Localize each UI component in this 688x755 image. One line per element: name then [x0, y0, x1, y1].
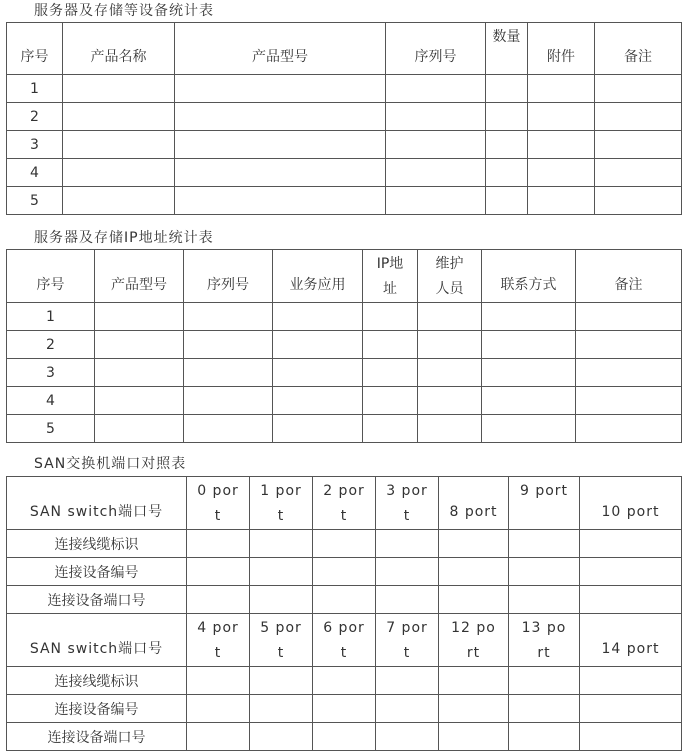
- data-cell: [386, 159, 486, 187]
- header-cell: 联系方式: [482, 250, 576, 303]
- table2-title: 服务器及存储IP地址统计表: [34, 230, 214, 246]
- header-cell: 备注: [576, 250, 682, 303]
- san-port-mapping-table: [6, 476, 682, 751]
- data-cell: [482, 331, 576, 359]
- data-cell: [509, 558, 580, 586]
- table-row: [7, 359, 682, 387]
- data-cell: [576, 387, 682, 415]
- row-number: 1: [7, 75, 63, 103]
- device-inventory-table: [6, 22, 682, 215]
- data-cell: [63, 187, 175, 215]
- port-header: 14 port: [580, 614, 682, 667]
- data-cell: [576, 415, 682, 443]
- port-header: 0 port: [187, 477, 250, 530]
- data-cell: [482, 415, 576, 443]
- switch-port-header-row: [7, 477, 682, 530]
- data-cell: [376, 695, 439, 723]
- data-cell: [580, 667, 682, 695]
- data-cell: [418, 359, 482, 387]
- ip-address-table: [6, 249, 682, 443]
- data-cell: [95, 331, 184, 359]
- data-cell: [250, 723, 313, 751]
- header-cell: 序号: [7, 250, 95, 303]
- data-cell: [175, 159, 386, 187]
- data-cell: [63, 103, 175, 131]
- data-cell: [439, 695, 509, 723]
- data-cell: [482, 359, 576, 387]
- data-cell: [250, 667, 313, 695]
- switch-port-label: SAN switch端口号: [7, 614, 187, 667]
- data-cell: [184, 303, 273, 331]
- row-number: 4: [7, 387, 95, 415]
- data-cell: [576, 359, 682, 387]
- data-cell: [509, 586, 580, 614]
- data-cell: [250, 530, 313, 558]
- header-cell: IP地址: [363, 250, 418, 303]
- data-cell: [509, 530, 580, 558]
- header-cell: 产品型号: [175, 23, 386, 75]
- data-cell: [187, 586, 250, 614]
- row-number: 2: [7, 103, 63, 131]
- data-cell: [595, 75, 682, 103]
- table-header-row: [7, 23, 682, 75]
- switch-port-header-row: [7, 614, 682, 667]
- header-cell: 数量: [486, 23, 528, 75]
- data-cell: [528, 75, 595, 103]
- table-row: [7, 695, 682, 723]
- data-cell: [273, 303, 363, 331]
- header-cell: 产品型号: [95, 250, 184, 303]
- data-cell: [187, 558, 250, 586]
- data-cell: [184, 359, 273, 387]
- data-cell: [363, 303, 418, 331]
- data-cell: [95, 387, 184, 415]
- data-cell: [439, 586, 509, 614]
- table-row: [7, 415, 682, 443]
- port-header: 9 port: [509, 477, 580, 530]
- data-cell: [175, 75, 386, 103]
- data-cell: [250, 586, 313, 614]
- data-cell: [528, 159, 595, 187]
- row-label: 连接设备端口号: [7, 723, 187, 751]
- data-cell: [576, 303, 682, 331]
- port-header: 8 port: [439, 477, 509, 530]
- data-cell: [595, 131, 682, 159]
- port-header: 2 port: [313, 477, 376, 530]
- table-row: [7, 387, 682, 415]
- table-row: [7, 667, 682, 695]
- data-cell: [580, 723, 682, 751]
- header-cell: 维护人员: [418, 250, 482, 303]
- header-cell: 备注: [595, 23, 682, 75]
- data-cell: [184, 415, 273, 443]
- port-header: 1 port: [250, 477, 313, 530]
- data-cell: [439, 667, 509, 695]
- data-cell: [528, 103, 595, 131]
- table-row: [7, 159, 682, 187]
- data-cell: [580, 586, 682, 614]
- data-cell: [313, 530, 376, 558]
- data-cell: [175, 131, 386, 159]
- port-header: 6 port: [313, 614, 376, 667]
- data-cell: [250, 695, 313, 723]
- data-cell: [509, 695, 580, 723]
- data-cell: [363, 359, 418, 387]
- data-cell: [580, 695, 682, 723]
- data-cell: [486, 103, 528, 131]
- data-cell: [486, 159, 528, 187]
- data-cell: [313, 695, 376, 723]
- data-cell: [273, 387, 363, 415]
- data-cell: [418, 331, 482, 359]
- data-cell: [439, 558, 509, 586]
- data-cell: [273, 359, 363, 387]
- row-number: 5: [7, 415, 95, 443]
- data-cell: [313, 723, 376, 751]
- port-header: 4 port: [187, 614, 250, 667]
- header-cell: 附件: [528, 23, 595, 75]
- port-header: 3 port: [376, 477, 439, 530]
- table-row: [7, 75, 682, 103]
- row-label: 连接设备编号: [7, 695, 187, 723]
- data-cell: [486, 131, 528, 159]
- table-row: [7, 558, 682, 586]
- data-cell: [528, 187, 595, 215]
- table-row: [7, 586, 682, 614]
- data-cell: [580, 558, 682, 586]
- data-cell: [439, 723, 509, 751]
- header-cell: 产品名称: [63, 23, 175, 75]
- data-cell: [313, 667, 376, 695]
- data-cell: [63, 131, 175, 159]
- data-cell: [580, 530, 682, 558]
- data-cell: [418, 415, 482, 443]
- data-cell: [576, 331, 682, 359]
- data-cell: [482, 303, 576, 331]
- row-label: 连接设备编号: [7, 558, 187, 586]
- table-row: [7, 530, 682, 558]
- port-header: 5 port: [250, 614, 313, 667]
- data-cell: [439, 530, 509, 558]
- data-cell: [376, 586, 439, 614]
- data-cell: [528, 131, 595, 159]
- data-cell: [363, 331, 418, 359]
- data-cell: [313, 586, 376, 614]
- port-header: 13 port: [509, 614, 580, 667]
- data-cell: [273, 331, 363, 359]
- table-row: [7, 187, 682, 215]
- data-cell: [376, 667, 439, 695]
- data-cell: [509, 723, 580, 751]
- row-number: 3: [7, 359, 95, 387]
- data-cell: [595, 187, 682, 215]
- data-cell: [376, 530, 439, 558]
- data-cell: [187, 695, 250, 723]
- data-cell: [187, 723, 250, 751]
- data-cell: [482, 387, 576, 415]
- table3-title: SAN交换机端口对照表: [34, 456, 187, 472]
- data-cell: [175, 187, 386, 215]
- switch-port-label: SAN switch端口号: [7, 477, 187, 530]
- port-header: 7 port: [376, 614, 439, 667]
- data-cell: [363, 415, 418, 443]
- row-number: 4: [7, 159, 63, 187]
- data-cell: [313, 558, 376, 586]
- row-number: 5: [7, 187, 63, 215]
- data-cell: [386, 187, 486, 215]
- header-cell: 序列号: [184, 250, 273, 303]
- data-cell: [95, 359, 184, 387]
- table-row: [7, 103, 682, 131]
- row-number: 3: [7, 131, 63, 159]
- table-header-row: [7, 250, 682, 303]
- table1-title: 服务器及存储等设备统计表: [34, 3, 214, 19]
- data-cell: [386, 103, 486, 131]
- table-row: [7, 331, 682, 359]
- data-cell: [363, 387, 418, 415]
- data-cell: [187, 667, 250, 695]
- data-cell: [63, 159, 175, 187]
- data-cell: [187, 530, 250, 558]
- data-cell: [486, 187, 528, 215]
- row-label: 连接设备端口号: [7, 586, 187, 614]
- data-cell: [418, 387, 482, 415]
- row-number: 2: [7, 331, 95, 359]
- data-cell: [63, 75, 175, 103]
- data-cell: [95, 303, 184, 331]
- table-row: [7, 303, 682, 331]
- data-cell: [184, 331, 273, 359]
- data-cell: [273, 415, 363, 443]
- data-cell: [386, 75, 486, 103]
- data-cell: [595, 159, 682, 187]
- port-header: 10 port: [580, 477, 682, 530]
- table-row: [7, 723, 682, 751]
- data-cell: [386, 131, 486, 159]
- header-cell: 序号: [7, 23, 63, 75]
- data-cell: [184, 387, 273, 415]
- data-cell: [250, 558, 313, 586]
- data-cell: [95, 415, 184, 443]
- row-label: 连接线缆标识: [7, 667, 187, 695]
- row-number: 1: [7, 303, 95, 331]
- data-cell: [376, 558, 439, 586]
- port-header: 12 port: [439, 614, 509, 667]
- data-cell: [486, 75, 528, 103]
- header-cell: 业务应用: [273, 250, 363, 303]
- table-row: [7, 131, 682, 159]
- data-cell: [376, 723, 439, 751]
- data-cell: [595, 103, 682, 131]
- data-cell: [509, 667, 580, 695]
- data-cell: [175, 103, 386, 131]
- row-label: 连接线缆标识: [7, 530, 187, 558]
- header-cell: 序列号: [386, 23, 486, 75]
- data-cell: [418, 303, 482, 331]
